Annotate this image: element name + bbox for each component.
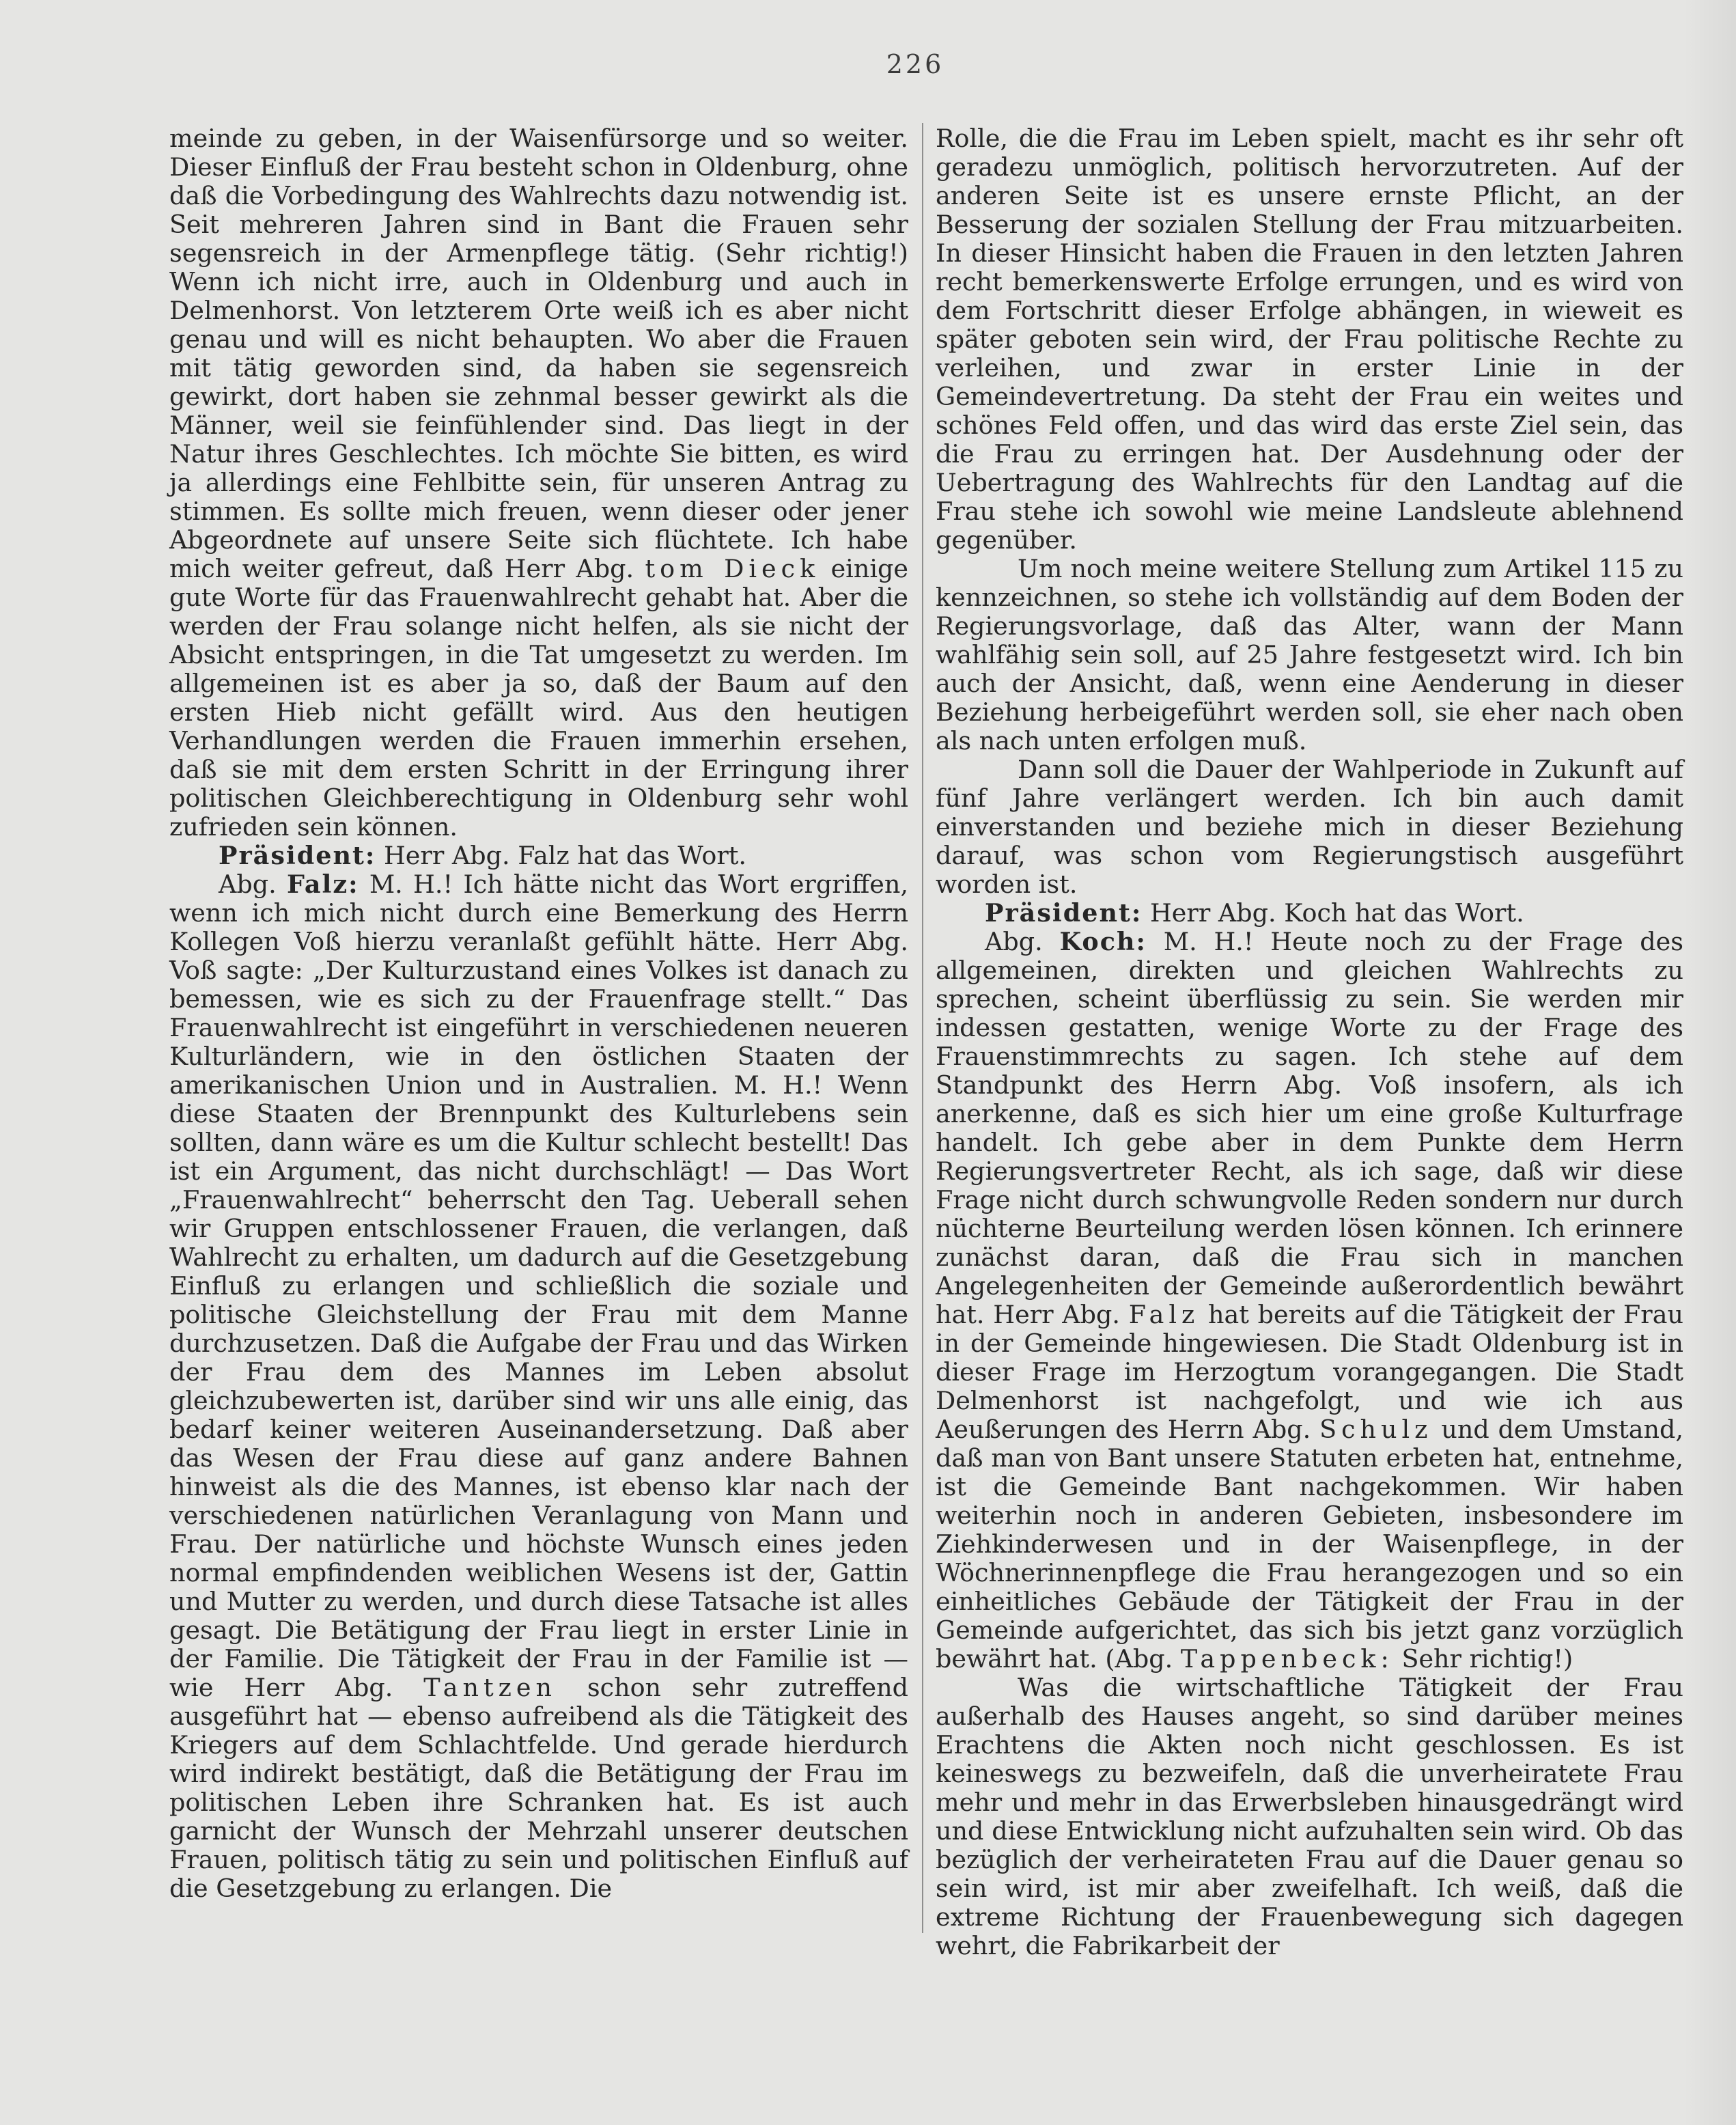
left-column [169,124,908,1903]
page-edge-shadow [1683,0,1736,2125]
speaker-name: Schulz [1319,1415,1433,1444]
speaker-name: Tantzen [423,1673,557,1702]
paragraph: Rolle, die die Frau im Leben spielt, macht es ihr sehr oft geradezu unmöglich, politisch hervorzutreten. Auf der anderen Seite ist es unsere ernste Pflicht, an der Besserung der sozialen Stellung der Frau mitzuarbeiten. In dieser Hinsicht haben die Frauen in den letzten Jahren recht bemerkenswerte Erfolge errungen, und es wird von dem Fortschritt dieser Erfolge abhängen, in wieweit es später geboten sein wird, der Frau politische Rechte zu verleihen, und zwar in erster Linie in der Gemeindevertretung. Da steht der Frau ein weites und schönes Feld offen, und das wird das erste Ziel sein, das die Frau zu erringen hat. Der Ausdehnung oder der Uebertragung des Wahlrechts für den Landtag auf die Frau stehe ich sowohl wie meine Landsleute ablehnend gegenüber. [936,124,1683,555]
paragraph: Dann soll die Dauer der Wahlperiode in Zukunft auf fünf Jahre verlängert werden. Ich bin auch damit einverstanden und beziehe mich in dieser Beziehung darauf, was schon vom Regierungstisch ausgeführt worden ist. [936,755,1683,899]
page-number: 226 [886,49,944,79]
speaker-label: Koch: [1059,927,1147,956]
speech-koch: Abg. Koch: M. H.! Heute noch zu der Frage des allgemeinen, direkten und gleichen Wahlrechts zu sprechen, scheint überflüssig zu sein. Sie werden mir indessen gestatten, wenige Worte zu der Frage des Frauenstimmrechts zu sagen. Ich stehe auf dem Standpunkt des Herrn Abg. Voß insofern, als ich anerkenne, daß es sich hier um eine große Kulturfrage handelt. Ich gebe aber in dem Punkte dem Herrn Regierungsvertreter Recht, als ich sage, daß wir diese Frage nicht durch schwungvolle Reden sondern nur durch nüchterne Beurteilung werden lösen können. Ich erinnere zunächst daran, daß die Frau sich in manchen Angelegenheiten der Gemeinde außerordentlich bewährt hat. Herr Abg. Falz hat bereits auf die Tätigkeit der Frau in der Gemeinde hingewiesen. Die Stadt Oldenburg ist in dieser Frage im Herzogtum vorangegangen. Die Stadt Delmenhorst ist nachgefolgt, und wie ich aus Aeußerungen des Herrn Abg. Schulz und dem Umstand, daß man von Bant unsere Statuten erbeten hat, entnehme, ist die Gemeinde Bant nachgekommen. Wir haben weiterhin noch in anderen Gebieten, insbesondere im Ziehkinderwesen und in der Waisenpflege, in der Wöchnerinnenpflege die Frau herangezogen und so ein einheitliches Gebäude der Tätigkeit der Frau in der Gemeinde aufgerichtet, das sich bis jetzt ganz vorzüglich bewährt hat. (Abg. Tappenbeck: Sehr richtig!) [936,927,1684,1673]
speaker-name: Falz [1128,1300,1200,1329]
speech-falz: Abg. Falz: M. H.! Ich hätte nicht das Wort ergriffen, wenn ich mich nicht durch eine Bemerkung des Herrn Kollegen Voß hierzu veranlaßt gefühlt hätte. Herr Abg. Voß sagte: „Der Kulturzustand eines Volkes ist danach zu bemessen, wie es sich zu der Frauenfrage stellt.“ Das Frauenwahlrecht ist eingeführt in verschiedenen neueren Kulturländern, wie in den östlichen Staaten der amerikanischen Union und in Australien. M. H.! Wenn diese Staaten der Brennpunkt des Kulturlebens sein sollten, dann wäre es um die Kultur schlecht bestellt! Das ist ein Argument, das nicht durchschlägt! — Das Wort „Frauenwahlrecht“ beherrscht den Tag. Ueberall sehen wir Gruppen entschlossener Frauen, die verlangen, daß Wahlrecht zu erhalten, um dadurch auf die Gesetzgebung Einfluß zu erlangen und schließlich die soziale und politische Gleichstellung der Frau mit dem Manne durchzusetzen. Daß die Aufgabe der Frau und das Wirken der Frau dem des Mannes im Leben absolut gleichzubewerten ist, darüber sind wir uns alle einig, das bedarf keiner weiteren Auseinandersetzung. Daß aber das Wesen der Frau diese auf ganz andere Bahnen hinweist als die des Mannes, ist ebenso klar nach der verschiedenen natürlichen Veranlagung von Mann und Frau. Der natürliche und höchste Wunsch eines jeden normal empfindenden weiblichen Wesens ist der, Gattin und Mutter zu werden, und durch diese Tatsache ist alles gesagt. Die Betätigung der Frau liegt in erster Linie in der Familie. Die Tätigkeit der Frau in der Familie ist — wie Herr Abg. Tantzen schon sehr zutreffend ausgeführt hat — ebenso aufreibend als die Tätigkeit des Kriegers auf dem Schlachtfelde. Und gerade hierdurch wird indirekt bestätigt, daß die Betätigung der Frau im politischen Leben ihre Schranken hat. Es ist auch garnicht der Wunsch der Mehrzahl unserer deutschen Frauen, politisch tätig zu sein und politischen Einfluß auf die Gesetzgebung zu erlangen. Die [169,870,909,1903]
paragraph: meinde zu geben, in der Waisenfürsorge und so weiter. Dieser Einfluß der Frau besteht schon in Oldenburg, ohne daß die Vorbedingung des Wahlrechts dazu notwendig ist. Seit mehreren Jahren sind in Bant die Frauen sehr segensreich in der Armenpflege tätig. (Sehr richtig!) Wenn ich nicht irre, auch in Oldenburg und auch in Delmenhorst. Von letzterem Orte weiß ich es aber nicht genau und will es nicht behaupten. Wo aber die Frauen mit tätig geworden sind, da haben sie segensreich gewirkt, dort haben sie zehnmal besser gewirkt als die Männer, weil sie feinfühlender sind. Das liegt in der Natur ihres Geschlechtes. Ich möchte Sie bitten, es wird ja allerdings eine Fehlbitte sein, für unseren Antrag zu stimmen. Es sollte mich freuen, wenn dieser oder jener Abgeordnete auf unsere Seite sich flüchtete. Ich habe mich weiter gefreut, daß Herr Abg. tom Dieck einige gute Worte für das Frauenwahlrecht gehabt hat. Aber die werden der Frau solange nicht helfen, als sie nicht der Absicht entspringen, in die Tat umgesetzt zu werden. Im allgemeinen ist es aber ja so, daß der Baum auf den ersten Hieb nicht gefällt wird. Aus den heutigen Verhandlungen werden die Frauen immerhin ersehen, daß sie mit dem ersten Schritt in der Erringung ihrer politischen Gleichberechtigung in Oldenburg sehr wohl zufrieden sein können. [169,124,908,842]
paragraph: Was die wirtschaftliche Tätigkeit der Frau außerhalb des Hauses angeht, so sind darüber meines Erachtens die Akten noch nicht geschlossen. Es ist keineswegs zu bezweifeln, daß die unverheiratete Frau mehr und mehr in das Erwerbsleben hinausgedrängt wird und diese Entwicklung nicht aufzuhalten sein wird. Ob das bezüglich der verheirateten Frau auf die Dauer genau so sein wird, ist mir aber zweifelhaft. Ich weiß, daß die extreme Richtung der Frauenbewegung sich dagegen wehrt, die Fabrikarbeit der [936,1673,1683,1960]
speaker-name: tom Dieck [645,554,820,583]
column-divider [922,123,923,1933]
speaker-label: Falz: [286,870,359,899]
speaker-name: Tappenbeck: [1180,1644,1394,1673]
paragraph: Um noch meine weitere Stellung zum Artikel 115 zu kennzeichnen, so stehe ich vollständig auf dem Boden der Regierungsvorlage, daß das Alter, wann der Mann wahlfähig sein soll, auf 25 Jahre festgesetzt wird. Ich bin auch der Ansicht, daß, wenn eine Aenderung in dieser Beziehung herbeigeführt werden soll, sie eher nach oben als nach unten erfolgen muß. [936,554,1683,755]
speaker-label: Präsident: [985,898,1143,928]
right-column [936,124,1683,1960]
president-line: Präsident: Herr Abg. Falz hat das Wort. [219,841,747,870]
speaker-label: Präsident: [219,841,376,870]
president-line: Präsident: Herr Abg. Koch hat das Wort. [985,898,1524,928]
